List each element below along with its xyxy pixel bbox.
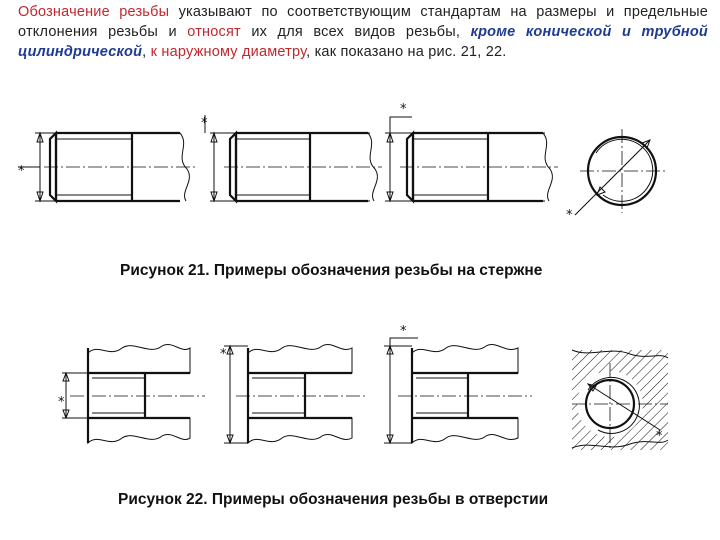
hole-end-view xyxy=(572,350,668,450)
dimension-mark: * xyxy=(18,164,25,179)
rod-view-2 xyxy=(201,115,382,201)
term-thread-designation: Обозначение резьбы xyxy=(18,4,170,20)
rod-view-3 xyxy=(385,102,558,201)
dimension-mark: * xyxy=(566,208,573,223)
dimension-mark: * xyxy=(220,347,227,362)
dimension-mark: * xyxy=(656,429,663,444)
dimension-mark: * xyxy=(400,102,407,117)
paragraph-text-3: , xyxy=(142,44,151,60)
paragraph-text-4: , как показано на рис. 21, 22. xyxy=(306,44,507,60)
dimension-mark: * xyxy=(400,324,407,339)
figure-22-hole-thread xyxy=(0,318,720,488)
term-refer: относят xyxy=(187,24,241,40)
intro-paragraph xyxy=(18,2,708,62)
paragraph-text-2: их для всех видов резьбы, xyxy=(240,24,471,40)
hole-view-2 xyxy=(220,344,365,443)
rod-end-view xyxy=(566,129,666,223)
figure-21-caption: Рисунок 21. Примеры обозначения резьбы на стержне xyxy=(120,262,543,279)
figure-21-rod-thread xyxy=(0,95,720,255)
figure-22-caption: Рисунок 22. Примеры обозначения резьбы в отверстии xyxy=(118,491,549,508)
term-exception: кроме конической и трубной цилиндрической xyxy=(18,24,708,60)
rod-view-1 xyxy=(18,133,195,201)
paragraph-text-1: указывают по соответствующим стандартам на размеры и предельные отклонения резьбы и xyxy=(18,4,708,40)
term-outer-diameter: к наружному диаметру xyxy=(150,44,307,60)
dimension-mark: * xyxy=(201,116,208,131)
dimension-mark: * xyxy=(58,395,65,410)
hole-view-1 xyxy=(58,344,205,443)
hole-view-3 xyxy=(384,324,532,443)
